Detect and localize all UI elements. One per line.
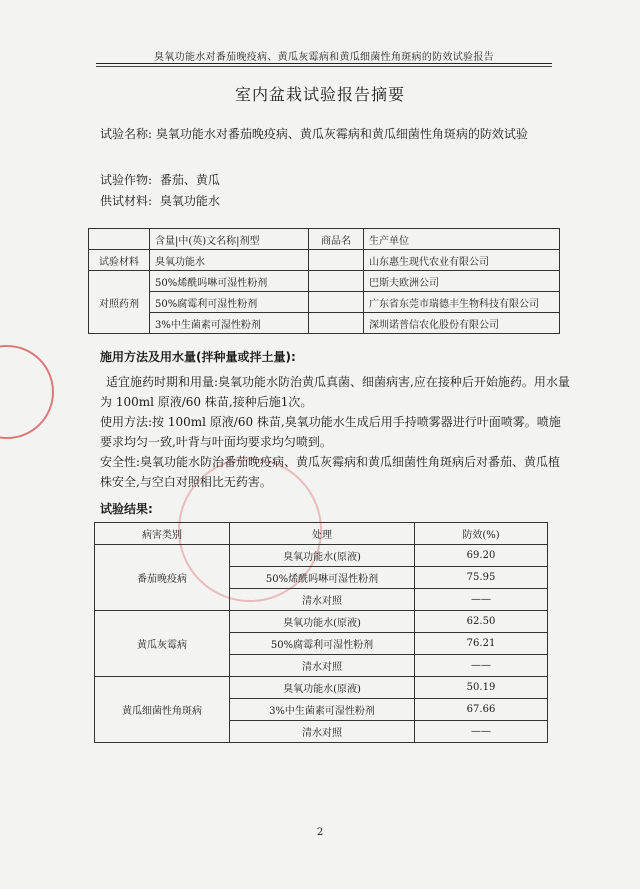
treatment-cell: 臭氧功能水(原液) (230, 545, 415, 567)
table-header-cell: 生产单位 (364, 229, 560, 250)
disease-cell: 黄瓜灰霉病 (95, 611, 230, 677)
table-header-cell (89, 229, 150, 250)
treatment-cell: 清水对照 (230, 655, 415, 677)
efficacy-cell: —— (415, 721, 548, 743)
material-label: 供试材料: (100, 194, 153, 208)
page-title: 室内盆栽试验报告摘要 (234, 85, 405, 104)
efficacy-cell: 69.20 (415, 545, 548, 567)
running-header: 臭氧功能水对番茄晚疫病、黄瓜灰霉病和黄瓜细菌性角斑病的防效试验报告 (154, 52, 494, 63)
name-cell: 3%中生菌素可湿性粉剂 (150, 313, 309, 334)
trade-cell (309, 250, 364, 271)
crop-line (100, 171, 220, 189)
efficacy-cell: 67.66 (415, 699, 548, 721)
treatment-cell: 清水对照 (230, 589, 415, 611)
table-header-cell: 病害类别 (95, 523, 230, 545)
disease-cell: 番茄晚疫病 (95, 545, 230, 611)
producer-cell: 巴斯夫欧洲公司 (364, 271, 560, 292)
crop-label: 试验作物: (100, 173, 153, 187)
method-paragraph-dosage: 适宜施药时期和用量:臭氧功能水防治黄瓜真菌、细菌病害,应在接种后开始施药。用水量为 100ml 原液/60 株苗,接种后施1次。 (100, 375, 570, 409)
efficacy-cell: 76.21 (415, 633, 548, 655)
trade-cell (309, 271, 364, 292)
name-cell: 50%腐霉利可湿性粉剂 (150, 292, 309, 313)
category-cell: 试验材料 (89, 250, 150, 271)
producer-cell: 广东省东莞市瑞德丰生物科技有限公司 (364, 292, 560, 313)
efficacy-cell: 50.19 (415, 677, 548, 699)
treatment-cell: 臭氧功能水(原液) (230, 677, 415, 699)
table-header-cell: 商品名 (309, 229, 364, 250)
test-name-line (100, 125, 570, 143)
efficacy-cell: 62.50 (415, 611, 548, 633)
table-row (95, 611, 548, 633)
results-table (94, 522, 548, 743)
results-heading: 试验结果: (100, 502, 153, 516)
material-value: 臭氧功能水 (159, 194, 220, 208)
efficacy-cell: —— (415, 655, 548, 677)
material-line (100, 192, 220, 210)
table-header-cell: 防效(%) (415, 523, 548, 545)
treatment-cell: 3%中生菌素可湿性粉剂 (230, 699, 415, 721)
trade-cell (309, 292, 364, 313)
table-row (89, 292, 560, 313)
header-rule-thin (96, 66, 552, 67)
table-row (89, 271, 560, 292)
efficacy-cell: 75.95 (415, 567, 548, 589)
table-row (95, 677, 548, 699)
method-paragraph-safety: 安全性:臭氧功能水防治番茄晚疫病、黄瓜灰霉病和黄瓜细菌性角斑病后对番茄、黄瓜植株安全,与空白对照相比无药害。 (100, 455, 561, 489)
method-paragraph-usage: 使用方法:按 100ml 原液/60 株苗,臭氧功能水生成后用手持喷雾器进行叶面喷雾。喷施要求均匀一致,叶背与叶面均要求均匀喷到。 (100, 415, 561, 449)
producer-cell: 深圳诺普信农化股份有限公司 (364, 313, 560, 334)
page-number: 2 (316, 827, 324, 838)
table-header-cell: 含量|中(英)文名称|剂型 (150, 229, 309, 250)
red-seal-stamp (0, 345, 54, 439)
test-name-value: 臭氧功能水对番茄晚疫病、黄瓜灰霉病和黄瓜细菌性角斑病的防效试验 (155, 127, 528, 141)
table-header-cell: 处理 (230, 523, 415, 545)
table-row (95, 545, 548, 567)
name-cell: 臭氧功能水 (150, 250, 309, 271)
disease-cell: 黄瓜细菌性角斑病 (95, 677, 230, 743)
table-header-row (89, 229, 560, 250)
table-row (89, 250, 560, 271)
category-cell: 对照药剂 (89, 271, 150, 334)
producer-cell: 山东惠生现代农业有限公司 (364, 250, 560, 271)
treatment-cell: 臭氧功能水(原液) (230, 611, 415, 633)
trade-cell (309, 313, 364, 334)
treatment-cell: 清水对照 (230, 721, 415, 743)
crop-value: 番茄、黄瓜 (159, 173, 220, 187)
treatment-cell: 50%腐霉利可湿性粉剂 (230, 633, 415, 655)
table-header-row (95, 523, 548, 545)
method-heading: 施用方法及用水量(拌种量或拌土量): (100, 350, 296, 364)
header-rule (96, 63, 552, 64)
materials-table (88, 228, 560, 334)
test-name-label: 试验名称: (100, 127, 153, 141)
table-row (89, 313, 560, 334)
treatment-cell: 50%烯酰吗啉可湿性粉剂 (230, 567, 415, 589)
efficacy-cell: —— (415, 589, 548, 611)
name-cell: 50%烯酰吗啉可湿性粉剂 (150, 271, 309, 292)
